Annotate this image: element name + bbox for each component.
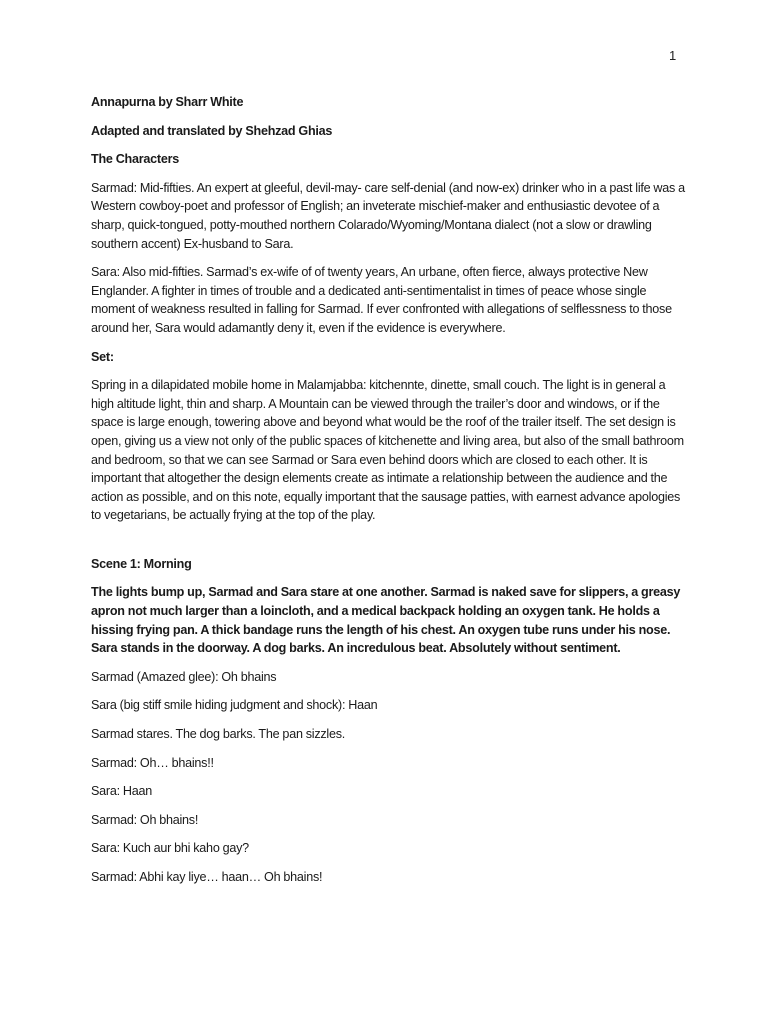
stage-direction: The lights bump up, Sarmad and Sara stare at one another. Sarmad is naked save for slippers, a greasy apron not much larger than a loincloth, and a medical backpack holding an oxygen tank. He holds a hissing frying pan. A thick bandage runs the length of his chest. An oxygen tube runs under his nose. Sara stands in the doorway. A dog barks. An incredulous beat. Absolutely without sentiment.	[91, 585, 681, 656]
play-title: Annapurna by Sharr White	[91, 95, 244, 109]
dialogue-line: Sara: Haan	[91, 784, 153, 799]
dialogue-line: Sarmad: Oh… bhains!!	[91, 755, 214, 770]
character-description-sarmad: Sarmad: Mid-fifties. An expert at gleeful, devil-may- care self-denial (and now-ex) drinker who in a past life was a Western cowboy-poet and professor of English; an inveterate mischief-maker and enthusiastic devotee of a sharp, quick-tongued, potty-mouthed northern Colarado/Wyoming/Montana dialect (not a slow or drawling southern accent) Ex-husband to Sara.	[91, 180, 685, 251]
dialogue-line: Sarmad: Oh bhains!	[91, 812, 199, 827]
dialogue-line: Sara (big stiff smile hiding judgment and shock): Haan	[91, 698, 378, 713]
dialogue-line: Sara: Kuch aur bhi kaho gay?	[91, 841, 249, 856]
character-description-sara: Sara: Also mid-fifties. Sarmad’s ex-wife of of twenty years, An urbane, often fierce, always protective New Englander. A fighter in times of trouble and a dedicated anti-sentimentalist in times of peace whose single moment of weakness resulted in falling for Sarmad. If ever confronted with allegations of selflessness to those around her, Sara would adamantly deny it, even if the evidence is everywhere.	[91, 265, 672, 335]
dialogue-line: Sarmad stares. The dog barks. The pan sizzles.	[91, 727, 346, 742]
play-subtitle: Adapted and translated by Shehzad Ghias	[91, 123, 333, 138]
set-heading: Set:	[91, 349, 114, 364]
document-body	[91, 93, 687, 897]
dialogue-line: Sarmad: Abhi kay liye… haan… Oh bhains!	[91, 870, 323, 884]
dialogue-line: Sarmad (Amazed glee): Oh bhains	[91, 669, 277, 684]
scene-heading: Scene 1: Morning	[91, 556, 192, 571]
set-description: Spring in a dilapidated mobile home in Malamjabba: kitchennte, dinette, small couch. The light is in general a high altitude light, thin and sharp. A Mountain can be viewed through the trailer’s door and windows, or if the space is large enough, towering above and beyond what would be the roof of the trailer itself. The set design is open, giving us a view not only of the public spaces of kitchenette and living area, but also of the small bathroom and bedroom, so that we can see Sarmad or Sara even behind doors which are closed to each other. It is important that altogether the design elements create as intimate a relationship between the audience and the action as possible, and on this note, equally important that the sausage patties, with earnest advance apologies to vegetarians, be actually frying at the top of the play.	[91, 378, 684, 523]
page-number: 1	[669, 48, 677, 63]
characters-heading: The Characters	[91, 152, 179, 167]
